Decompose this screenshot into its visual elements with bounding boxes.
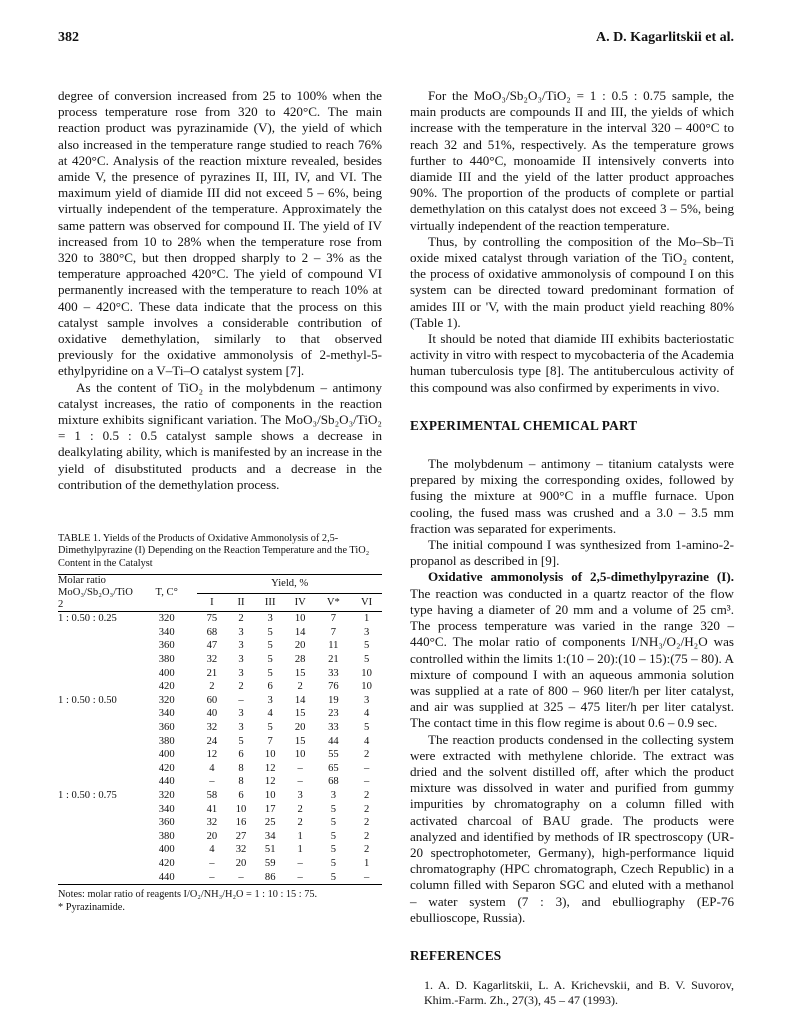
table-cell: 340 — [158, 708, 175, 720]
table-cell: 5 — [267, 722, 273, 734]
table-row — [58, 735, 382, 749]
table-cell-ratio — [58, 626, 136, 640]
table-cell: 3 — [267, 694, 273, 706]
table-cell: 75 — [206, 613, 218, 625]
table-cell: 7 — [330, 626, 336, 638]
table-row — [58, 639, 382, 653]
table-row — [58, 857, 382, 871]
table-cell: 3 — [238, 640, 244, 652]
table-cell: 24 — [206, 735, 218, 747]
table-cell-ratio — [58, 830, 136, 844]
table-row — [58, 612, 382, 626]
col-header-V: V* — [326, 596, 340, 608]
table-cell: 2 — [363, 817, 370, 829]
body-paragraph: For the MoO₃/Sb₂O₃/TiO₂ = 1 : 0.5 : 0.75 sample, the main products are compounds II and III, the yields of which increase with the temperature in the interval 320 – 400°C to reach 32 and 51%, respectively. As the temperature grows further to 440°C, monoamide II intensively converts into diamide III and the yield of the latter product approaches 90%. The proportion of the products of complete or partial demethylation on this catalyst does not exceed 3 – 5%, being virtually independent of the reaction temperature. — [410, 88, 734, 233]
table-cell: 320 — [158, 694, 175, 706]
table-cell: 7 — [267, 735, 273, 747]
table-cell: 340 — [158, 803, 175, 815]
table-row — [58, 830, 382, 844]
table-row — [58, 721, 382, 735]
table-cell: 5 — [330, 817, 336, 829]
table-cell: 65 — [328, 762, 339, 774]
table-cell: 5 — [330, 857, 336, 869]
table-row — [58, 843, 382, 857]
table-cell: – — [209, 871, 215, 883]
table-cell: 51 — [264, 844, 276, 856]
table-cell: 3 — [297, 790, 303, 802]
table-cell: 400 — [158, 667, 175, 679]
table-cell: 15 — [294, 667, 306, 679]
table-cell-ratio: 1 : 0.50 : 0.50 — [58, 694, 117, 706]
table-cell: 10 — [294, 749, 306, 761]
table-row — [58, 748, 382, 762]
table-cell: – — [297, 762, 303, 774]
table-note: * Pyrazinamide. — [58, 901, 125, 913]
table-cell: – — [363, 871, 370, 883]
table-cell: 320 — [158, 613, 175, 625]
table-cell: 3 — [363, 626, 370, 638]
table-cell: 6 — [238, 749, 244, 761]
table-cell: 47 — [206, 640, 218, 652]
section-heading-experimental: EXPERIMENTAL CHEMICAL PART — [410, 417, 638, 433]
table-cell: 8 — [238, 776, 244, 788]
table-cell-ratio — [58, 748, 136, 762]
table-cell: 5 — [363, 722, 370, 734]
table-cell: 33 — [328, 722, 339, 734]
page-number: 382 — [58, 30, 79, 45]
table-cell-ratio — [58, 735, 136, 749]
table-cell: 21 — [328, 654, 339, 666]
table-cell-ratio — [58, 843, 136, 857]
table-cell: 20 — [235, 857, 247, 869]
table-caption: TABLE 1. Yields of the Products of Oxidative Ammonolysis of 2,5-Dimethylpyrazine (I) Depending on the Reaction Temperature and the TiO₂ Content in the Catalyst — [58, 533, 370, 569]
table-cell: 2 — [363, 830, 370, 842]
table-cell: 25 — [264, 817, 276, 829]
table-cell: 40 — [206, 708, 218, 720]
table-row — [58, 871, 382, 885]
body-paragraph: The reaction products condensed in the collecting system were extracted with methylene chloride. The extract was dried and the solvent distilled off, after which the product mixture was dissolved in water and purified from gummy impurities by chromatography on a column filled with activated charcoal of BAU grade. The products were analyzed and identified by methods of IR spectroscopy (UR-20 spectrophotometer, Germany), high-performance liquid chromatography (HPC chromatograph, Czech Republic) in a column filled with Separon SGC and eluted with a methanol – water system (7 : 3), and ebulliography (EP-76 ebullioscope, Russia). — [410, 731, 734, 925]
section-heading-references: REFERENCES — [410, 947, 502, 963]
col-header-I: I — [210, 596, 214, 608]
table-cell: 20 — [206, 830, 218, 842]
table-cell: 32 — [206, 722, 218, 734]
body-paragraph: It should be noted that diamide III exhibits bacteriostatic activity in vitro with respect to mycobacteria of the Academia human tuberculosis type [8]. The antituberculous activity of this compound was also confirmed by experiments in vivo. — [410, 331, 734, 395]
table-cell: 16 — [235, 817, 247, 829]
table-cell: 17 — [264, 803, 276, 815]
table-row — [58, 762, 382, 776]
table-cell: 6 — [238, 790, 244, 802]
table-cell: 10 — [264, 790, 276, 802]
table-cell-ratio — [58, 680, 136, 694]
table-cell: 19 — [328, 694, 339, 706]
table-cell: 5 — [363, 654, 370, 666]
table-cell: 2 — [297, 681, 303, 693]
table-row — [58, 707, 382, 721]
table-cell: 420 — [158, 762, 175, 774]
table-cell: 7 — [330, 613, 336, 625]
table-cell: 4 — [209, 844, 215, 856]
table-cell: 380 — [158, 735, 175, 747]
body-paragraph: The molybdenum – antimony – titanium catalysts were prepared by mixing the corresponding oxides, followed by fusing the mixture at 900°C in a muffle furnace. Upon cooling, the fused mass was crushed and a 3.0 – 3.5 mm fraction was separated for experiments. — [410, 456, 734, 536]
yield-table — [58, 574, 382, 885]
table-row — [58, 816, 382, 830]
table-cell: 2 — [297, 803, 303, 815]
table-cell: 59 — [264, 857, 276, 869]
table-cell: 32 — [206, 654, 218, 666]
col-header-IV: IV — [294, 596, 306, 608]
table-cell: 3 — [267, 613, 273, 625]
table-cell: 3 — [238, 654, 244, 666]
running-head-authors: A. D. Kagarlitskii et al. — [595, 30, 734, 45]
table-cell: 2 — [363, 749, 370, 761]
table-cell: 44 — [328, 735, 339, 747]
table-cell: 5 — [238, 735, 244, 747]
body-paragraph: The initial compound I was synthesized from 1-amino-2-propanol as described in [9]. — [410, 537, 734, 569]
table-cell: 3 — [330, 790, 336, 802]
col-header-ratio: Molar ratio MoO₃/Sb₂O₃/TiO 2 — [58, 575, 136, 612]
table-cell-ratio — [58, 803, 136, 817]
table-cell: 3 — [238, 626, 244, 638]
table-cell: 5 — [267, 667, 273, 679]
table-row — [58, 775, 382, 789]
table-cell: 5 — [363, 640, 370, 652]
table-cell: 10 — [361, 667, 372, 679]
table-cell-ratio — [58, 639, 136, 653]
table-row — [58, 680, 382, 694]
table-row — [58, 626, 382, 640]
table-cell: – — [297, 776, 303, 788]
table-cell: 11 — [328, 640, 339, 652]
table-notes — [58, 889, 382, 914]
table-row — [58, 694, 382, 708]
table-cell-ratio — [58, 707, 136, 721]
table-cell: 20 — [294, 722, 306, 734]
col-header-III: III — [264, 596, 276, 608]
table-cell: 360 — [158, 722, 175, 734]
table-cell: 5 — [267, 654, 273, 666]
table-cell: 400 — [158, 844, 175, 856]
table-cell: 5 — [330, 844, 336, 856]
table-cell: 14 — [294, 694, 306, 706]
col-header-yield: Yield, % — [197, 575, 382, 594]
col-header-II: II — [237, 596, 245, 608]
table-cell-ratio — [58, 653, 136, 667]
table-cell: 1 — [363, 857, 370, 869]
col-header-temp: T, C° — [136, 575, 197, 612]
table-cell: 10 — [361, 681, 372, 693]
table-cell-ratio — [58, 816, 136, 830]
table-cell: 2 — [363, 844, 370, 856]
table-cell: 27 — [235, 830, 247, 842]
table-cell-ratio — [58, 775, 136, 789]
left-column — [58, 88, 382, 914]
table-cell: 60 — [206, 694, 218, 706]
table-cell: 8 — [238, 762, 244, 774]
table-cell: 340 — [158, 626, 175, 638]
table-cell: 10 — [264, 749, 276, 761]
table-cell: 86 — [264, 871, 276, 883]
table-cell: 4 — [209, 762, 215, 774]
table-cell: 32 — [235, 844, 247, 856]
run-in-heading: Oxidative ammonolysis of 2,5-dimethylpyrazine (I). — [428, 569, 734, 585]
table-cell: 400 — [158, 749, 175, 761]
table-cell: 4 — [363, 708, 370, 720]
table-cell-ratio: 1 : 0.50 : 0.75 — [58, 790, 117, 802]
table-cell: 41 — [206, 803, 218, 815]
table-cell: 10 — [235, 803, 247, 815]
table-cell: 1 — [297, 830, 303, 842]
table-cell: – — [209, 857, 215, 869]
body-paragraph: degree of conversion increased from 25 to 100% when the process temperature rose from 320 to 420°C. The main reaction product was pyrazinamide (V), the yield of which also increased in the temperature range studied to reach 76% at 420°C. Analysis of the reaction mixture revealed, besides amide V, the presence of pyrazines II, III, IV, and VI. The maximum yield of diamide III did not exceed 5 – 6%, being virtually independent of the temperature. Approximately the same pattern was observed for compound II. The yield of IV increased from 10 to 28% when the temperature rose from 320 to 380°C, but then dropped sharply to 2 – 3% as the temperature approached 420°C. The yield of compound VI permanently increased with the temperature to reach 10% at 400 – 420°C. These data indicate that the process on this catalyst sample involves a considerable contribution of oxidative demethylation, similarly to that observed previously for the oxidative ammonolysis of 2-methyl-5-ethylpyridine on a V–Ti–O catalyst system [7]. — [58, 88, 382, 379]
table-cell: 6 — [267, 681, 273, 693]
table-cell: 21 — [206, 667, 218, 679]
table-cell: 68 — [328, 776, 339, 788]
table-cell: – — [363, 762, 370, 774]
table-note: Notes: molar ratio of reagents I/O₂/NH₃/H₂O = 1 : 10 : 15 : 75. — [58, 889, 318, 901]
table-cell: 3 — [363, 694, 370, 706]
table-cell: 3 — [238, 667, 244, 679]
table-cell: 10 — [294, 613, 306, 625]
table-cell: 32 — [206, 817, 218, 829]
table-cell: 420 — [158, 857, 175, 869]
table-cell-ratio — [58, 871, 136, 885]
table-cell: 320 — [158, 790, 175, 802]
table-cell: – — [238, 871, 244, 883]
table-cell: – — [363, 776, 370, 788]
col-header-VI: VI — [360, 596, 373, 608]
body-paragraph: As the content of TiO₂ in the molybdenum – antimony catalyst increases, the ratio of components in the reaction mixture exhibits significant variation. The MoO₃/Sb₂O₃/TiO₂ = 1 : 0.5 : 0.5 catalyst sample shows a decrease in dealkylating ability, which is manifested by an increase in the yield of disubstituted products and a decrease in the contribution of the demethylation process. — [58, 379, 382, 492]
table-cell: 440 — [158, 776, 175, 788]
reference-item: 1. A. D. Kagarlitskii, L. A. Krichevskii, and B. V. Suvorov, Khim.-Farm. Zh., 27(3), 45 – 47 (1993). — [424, 978, 734, 1007]
right-column — [410, 88, 734, 1007]
table-cell: – — [209, 776, 215, 788]
table-cell: 55 — [328, 749, 339, 761]
table-row — [58, 789, 382, 803]
table-cell: 440 — [158, 871, 175, 883]
body-paragraph — [410, 569, 734, 731]
table-cell: 76 — [328, 681, 339, 693]
run-in-text: The reaction was conducted in a quartz reactor of the flow type having a diameter of 20 mm and a volume of 25 cm³. The process temperature was varied in the range 320 – 440°C. The molar ratio of components I/NH₃/O₂/H₂O was controlled within the limits 1:(10 – 20):(10 – 15):(75 – 80). A mixture of compound I with an aqueous ammonia solution was supplied at a rate of 800 – 960 liter/h per liter catalyst, and air was supplied at 325 – 475 liter/h per liter catalyst. The contact time in this flow regime is about 0.6 – 0.9 sec. — [410, 585, 734, 731]
table-cell: 1 — [297, 844, 303, 856]
table-cell: 360 — [158, 817, 175, 829]
table-cell: 23 — [328, 708, 339, 720]
table-cell: 12 — [206, 749, 218, 761]
table-cell: 420 — [158, 681, 175, 693]
table-cell: 15 — [294, 735, 306, 747]
table-row — [58, 667, 382, 681]
table-cell: 15 — [294, 708, 306, 720]
table-cell: 1 — [363, 613, 370, 625]
table-cell: 4 — [267, 708, 273, 720]
table-cell: 58 — [206, 790, 218, 802]
table-row — [58, 803, 382, 817]
table-body — [58, 612, 382, 885]
body-paragraph: Thus, by controlling the composition of the Mo–Sb–Ti oxide mixed catalyst through variation of the TiO₂ content, the process of oxidative ammonolysis of compound I on this system can be directed toward predominant formation of amides III or 'V, with the main product yield reaching 80% (Table 1). — [410, 233, 734, 330]
table-cell-ratio: 1 : 0.50 : 0.25 — [58, 613, 117, 625]
table-cell: 4 — [363, 735, 370, 747]
table-cell: 5 — [267, 640, 273, 652]
table-cell: 2 — [209, 681, 215, 693]
table-cell: 68 — [206, 626, 218, 638]
table-cell-ratio — [58, 762, 136, 776]
table-cell-ratio — [58, 721, 136, 735]
table-cell: 2 — [297, 817, 303, 829]
table-cell: 5 — [267, 626, 273, 638]
table-cell: 34 — [264, 830, 276, 842]
table-cell: 2 — [238, 613, 244, 625]
table-cell: 14 — [294, 626, 306, 638]
table-cell: 5 — [330, 871, 336, 883]
table-cell-ratio — [58, 667, 136, 681]
table-cell: 12 — [264, 762, 276, 774]
table-cell: 380 — [158, 830, 175, 842]
table-cell: 28 — [294, 654, 306, 666]
table-cell: 2 — [238, 681, 244, 693]
table-cell: 3 — [238, 722, 244, 734]
table-cell: 20 — [294, 640, 306, 652]
table-cell: 2 — [363, 790, 370, 802]
table-cell: 12 — [264, 776, 276, 788]
table-cell: 5 — [330, 830, 336, 842]
table-cell: – — [297, 857, 303, 869]
table-cell: 3 — [238, 708, 244, 720]
table-cell: – — [297, 871, 303, 883]
table-row — [58, 653, 382, 667]
table-cell: – — [238, 694, 244, 706]
table-cell: 5 — [330, 803, 336, 815]
page-header — [58, 30, 734, 50]
table-cell: 33 — [328, 667, 339, 679]
table-cell: 380 — [158, 654, 175, 666]
table-cell: 2 — [363, 803, 370, 815]
table-cell-ratio — [58, 857, 136, 871]
table-cell: 360 — [158, 640, 175, 652]
